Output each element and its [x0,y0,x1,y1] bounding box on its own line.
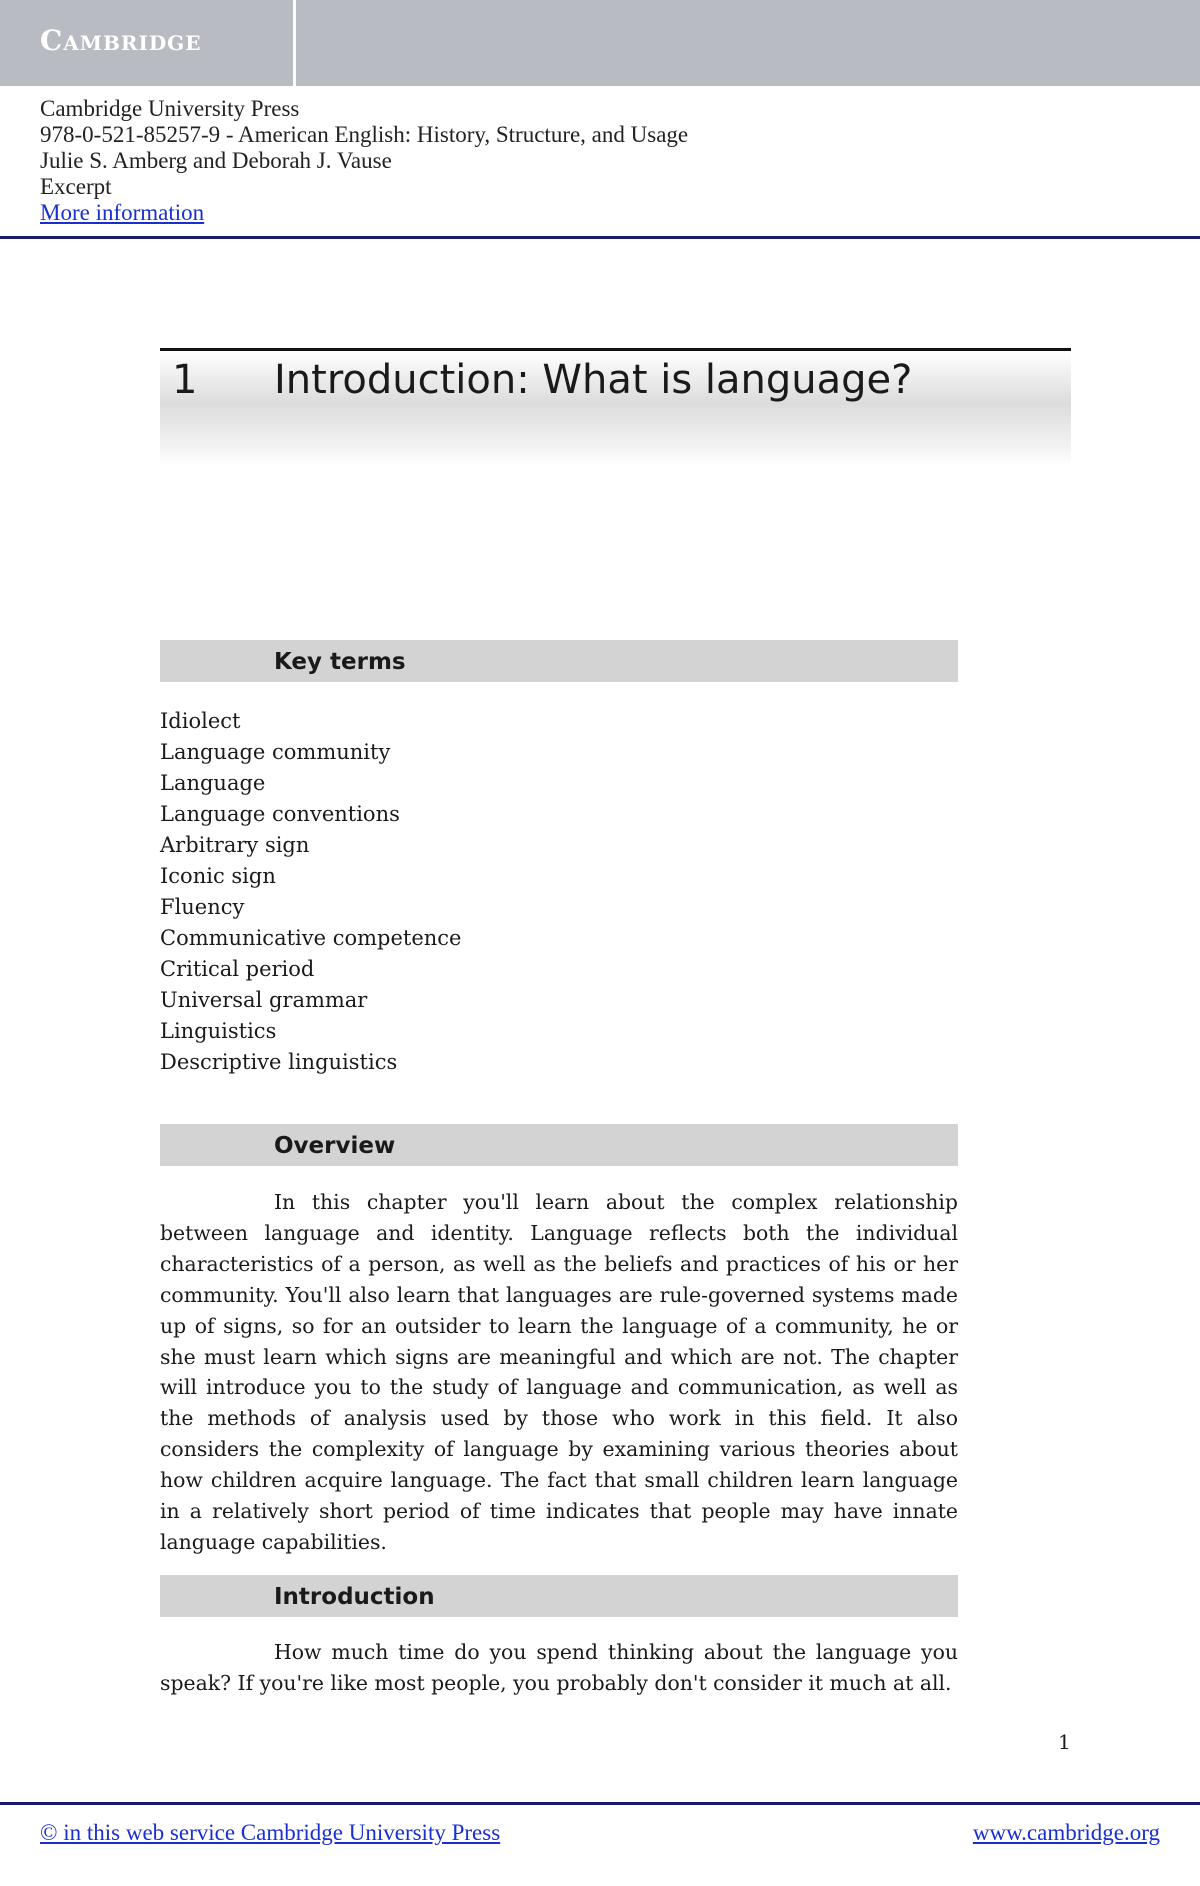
list-item: Language conventions [160,802,400,826]
list-item: Iconic sign [160,864,276,888]
key-terms-list [160,706,461,1078]
excerpt-label: Excerpt [40,174,112,199]
list-item: Arbitrary sign [160,833,310,857]
cambridge-logo [0,0,296,86]
list-item: Universal grammar [160,988,368,1012]
chapter-banner [160,348,1071,467]
overview-heading: Overview [274,1133,396,1159]
brand-wordmark: Cambridge [40,24,202,57]
header-divider [0,236,1200,239]
isbn-and-title: 978-0-521-85257-9 - American English: History, Structure, and Usage [40,122,689,147]
list-item: Idiolect [160,709,241,733]
introduction-heading-bar [160,1575,958,1617]
authors: Julie S. Amberg and Deborah J. Vause [40,148,392,173]
page-number: 1 [1058,1730,1071,1754]
cambridge-website-link[interactable]: www.cambridge.org [972,1820,1160,1845]
introduction-paragraph: How much time do you spend thinking about the language you speak? If you're like most people, you probably don't consider it much at all. [160,1640,958,1695]
list-item: Descriptive linguistics [160,1050,398,1074]
overview-paragraph: In this chapter you'll learn about the complex relationship between language and identity. Language reflects both the individual characteristics of a person, as well as the beliefs and practices of his or her community. You'll also learn that languages are rule-governed systems made up of signs, so for an outsider to learn the language of a community, he or she must learn which signs are meaningful and which are not. The chapter will introduce you to the study of language and communication, as well as the methods of analysis used by those who work in this field. It also considers the complexity of language by examining various theories about how children acquire language. The fact that small children learn language in a relatively short period of time indicates that people may have innate language capabilities. [160,1190,958,1554]
list-item: Language [160,771,266,795]
footer-divider [0,1802,1200,1805]
key-terms-heading: Key terms [274,649,406,675]
book-metadata [40,96,688,226]
chapter-number: 1 [172,357,198,403]
list-item: Communicative competence [160,926,462,950]
copyright-link[interactable]: © in this web service Cambridge University Press [40,1820,501,1845]
key-terms-heading-bar [160,640,958,682]
list-item: Critical period [160,957,315,981]
publisher-name: Cambridge University Press [40,96,300,121]
introduction-heading: Introduction [274,1584,435,1610]
more-information-link[interactable]: More information [40,200,205,225]
brand-header-bar [0,0,1200,86]
chapter-title: Introduction: What is language? [274,357,913,403]
overview-heading-bar [160,1124,958,1166]
list-item: Language community [160,740,391,764]
list-item: Fluency [160,895,245,919]
list-item: Linguistics [160,1019,277,1043]
